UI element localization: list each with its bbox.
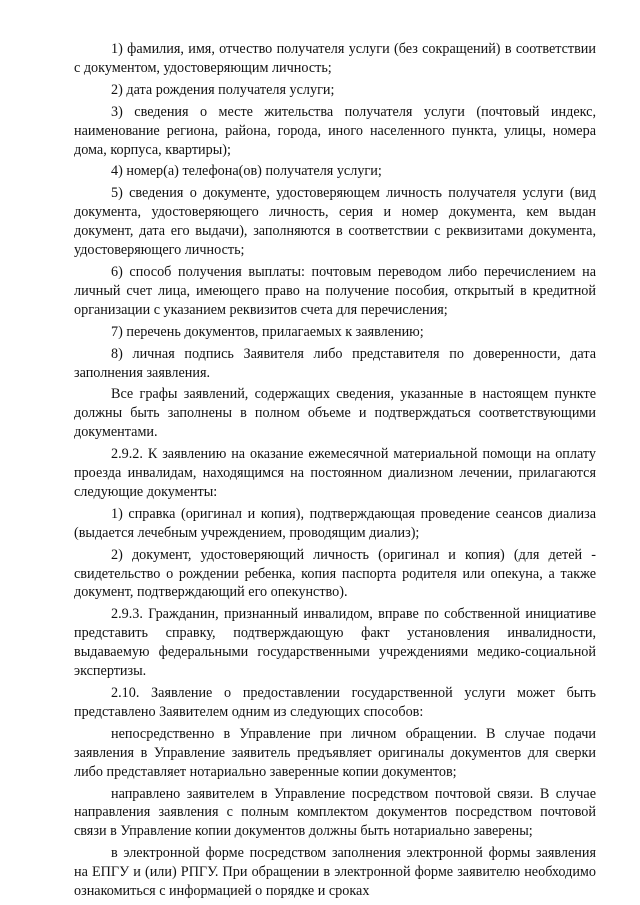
paragraph-method-in-person: непосредственно в Управление при личном обращении. В случае подачи заявления в Управление заявитель предъявляет оригиналы документов для сверки либо представляет нотариально заверенные копии документов; [74,725,596,780]
document-page [74,40,596,904]
paragraph-item-3: 3) сведения о месте жительства получателя услуги (почтовый индекс, наименование региона, района, города, иного населенного пункта, улицы, номера дома, корпуса, квартиры); [74,103,596,158]
paragraph-item-7: 7) перечень документов, прилагаемых к заявлению; [111,323,424,340]
paragraph-item-6: 6) способ получения выплаты: почтовым переводом либо перечислением на личный счет лица, имеющего право на получение пособия, открытый в кредитной организации с указанием реквизитов счета для перечисления; [74,263,596,318]
paragraph-item-5: 5) сведения о документе, удостоверяющем личность получателя услуги (вид документа, удостоверяющего личность, серия и номер документа, кем выдан документ, дата его выдачи), заполняются в соответствии с реквизитами документа, удостоверяющего личность; [74,185,596,259]
paragraph-item-4: 4) номер(а) телефона(ов) получателя услуги; [111,163,382,180]
paragraph-method-electronic: в электронной форме посредством заполнения электронной формы заявления на ЕПГУ и (или) РПГУ. При обращении в электронной форме заявителю необходимо ознакомиться с информацией о порядке и сроках [74,845,596,900]
paragraph-item-1: 1) фамилия, имя, отчество получателя услуги (без сокращений) в соответствии с документом, удостоверяющим личность; [74,41,596,76]
paragraph-2-10: 2.10. Заявление о предоставлении государственной услуги может быть представлено Заявителем одним из следующих способов: [74,685,596,720]
paragraph-all-fields: Все графы заявлений, содержащих сведения, указанные в настоящем пункте должны быть заполнены в полном объеме и подтверждаться соответствующими документами. [74,386,596,441]
paragraph-2-9-2-item-1: 1) справка (оригинал и копия), подтверждающая проведение сеансов диализа (выдается лечебным учреждением, проводящим диализ); [74,505,596,541]
paragraph-2-9-2: 2.9.2. К заявлению на оказание ежемесячной материальной помощи на оплату проезда инвалидам, находящимся на постоянном диализном лечении, прилагаются следующие документы: [74,446,596,500]
paragraph-2-9-2-item-2: 2) документ, удостоверяющий личность (оригинал и копия) (для детей - свидетельство о рождении ребенка, копия паспорта родителя или опекуна, а также документ, подтверждающий его опекунство). [74,546,596,601]
paragraph-2-9-3: 2.9.3. Гражданин, признанный инвалидом, вправе по собственной инициативе представить справку, подтверждающую факт установления инвалидности, выдаваемую федеральными государственными учреждениями медико-социальной экспертизы. [74,606,596,680]
paragraph-method-post: направлено заявителем в Управление посредством почтовой связи. В случае направления заявления с полным комплектом документов посредством почтовой связи в Управление копии документов должны быть нотариально заверены; [74,785,596,840]
paragraph-item-8: 8) личная подпись Заявителя либо представителя по доверенности, дата заполнения заявления. [74,345,596,381]
paragraph-item-2: 2) дата рождения получателя услуги; [111,81,335,98]
